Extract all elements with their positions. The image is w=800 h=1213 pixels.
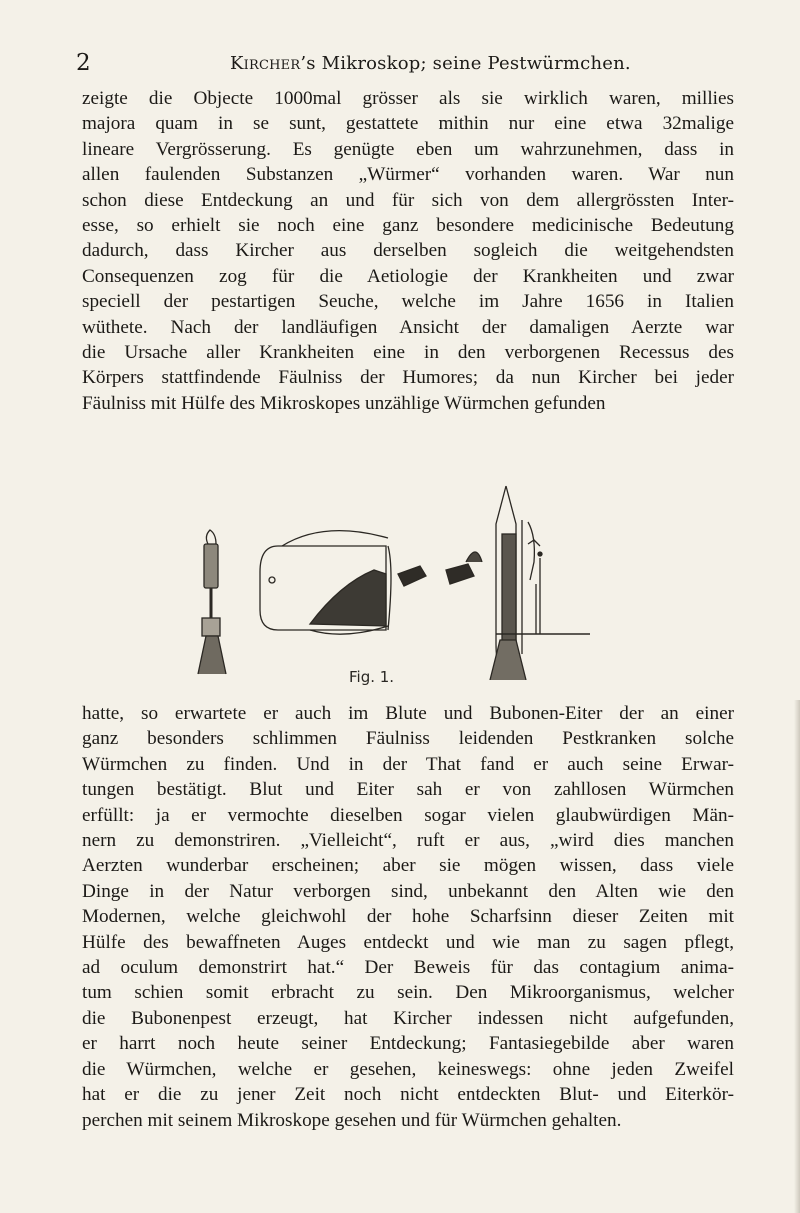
text-line: Würmchen zu finden. Und in der That fand er auch seine Erwar- (82, 753, 734, 775)
page-number: 2 (76, 50, 91, 76)
text-line: Hülfe des bewaffneten Auges entdeckt und wie man zu sagen pflegt, (82, 931, 734, 953)
paragraph-1 (82, 86, 734, 416)
running-head (230, 52, 631, 76)
text-line: Aerzten wunderbar erscheinen; aber sie mögen wissen, dass viele (82, 855, 734, 877)
figure-microscope-illustration (190, 484, 630, 680)
text-line: die Würmchen, welche er gesehen, keineswegs: ohne jeden Zweifel (82, 1058, 734, 1080)
text-line: nern zu demonstriren. „Vielleicht“, ruft er aus, „wird dies manchen (82, 830, 734, 852)
figure-caption: Fig. 1. (349, 668, 395, 686)
text-line: die Ursache aller Krankheiten eine in den verborgenen Recessus des (82, 342, 734, 364)
text-line: lineare Vergrösserung. Es genügte eben um wahrzunehmen, dass in (82, 138, 734, 160)
text-line: erfüllt: ja er vermochte dieselben sogar vielen glaubwürdigen Män- (82, 804, 734, 826)
text-line: Körpers stattfindende Fäulniss der Humores; da nun Kircher bei jeder (82, 367, 734, 389)
text-line: perchen mit seinem Mikroskope gesehen und für Würmchen gehalten. (82, 1109, 622, 1131)
text-line: Fäulniss mit Hülfe des Mikroskopes unzählige Würmchen gefunden (82, 392, 606, 414)
paragraph-2 (82, 701, 734, 1133)
lens-tube-drawing (260, 531, 391, 635)
text-line: majora quam in se sunt, gestattete mithin nur eine etwa 32malige (82, 113, 734, 135)
text-line: speciell der pestartigen Seuche, welche im Jahre 1656 in Italien (82, 291, 734, 313)
text-line: allen faulenden Substanzen „Würmer“ vorhanden waren. War nun (82, 164, 734, 186)
text-line: ad oculum demonstrirt hat.“ Der Beweis für das contagium anima- (82, 957, 734, 979)
tall-stand-drawing (490, 486, 590, 680)
text-line: Modernen, welche gleichwohl der hohe Scharfsinn dieser Zeiten mit (82, 906, 734, 928)
text-line: er harrt noch heute seiner Entdeckung; Fantasiegebilde aber waren (82, 1033, 734, 1055)
small-microscope-drawing (198, 530, 226, 674)
text-line: hatte, so erwartete er auch im Blute und Bubonen-Eiter der an einer (82, 703, 734, 724)
text-line: zeigte die Objecte 1000mal grösser als sie wirklich waren, millies (82, 88, 734, 109)
text-line: ganz besonders schlimmen Fäulniss leidenden Pestkranken solche (82, 728, 734, 750)
text-line: die Bubonenpest erzeugt, hat Kircher indessen nicht aufgefunden, (82, 1007, 734, 1029)
text-line: tum schien somit erbracht zu sein. Den Mikroorganismus, welcher (82, 982, 734, 1004)
text-line: Consequenzen zog für die Aetiologie der Krankheiten und zwar (82, 265, 734, 287)
text-line: schon diese Entdeckung an und für sich von dem allergrössten Inter- (82, 189, 734, 211)
running-head-title: ’s Mikroskop; seine Pestwürmchen. (300, 53, 631, 74)
page-edge-shadow (794, 700, 800, 1213)
text-line: esse, so erhielt sie noch eine ganz besondere medicinische Bedeutung (82, 215, 734, 237)
text-line: wüthete. Nach der landläufigen Ansicht der damaligen Aerzte war (82, 316, 734, 338)
text-line: tungen bestätigt. Blut und Eiter sah er von zahllosen Würmchen (82, 779, 734, 801)
microscope-engraving (190, 484, 630, 680)
text-line: hat er die zu jener Zeit noch nicht entdeckten Blut- und Eiterkör- (82, 1084, 734, 1106)
text-line: dadurch, dass Kircher aus derselben sogleich die weitgehendsten (82, 240, 734, 262)
text-line: Dinge in der Natur verborgen sind, unbekannt den Alten wie den (82, 880, 734, 902)
running-head-author: Kircher (230, 53, 301, 74)
